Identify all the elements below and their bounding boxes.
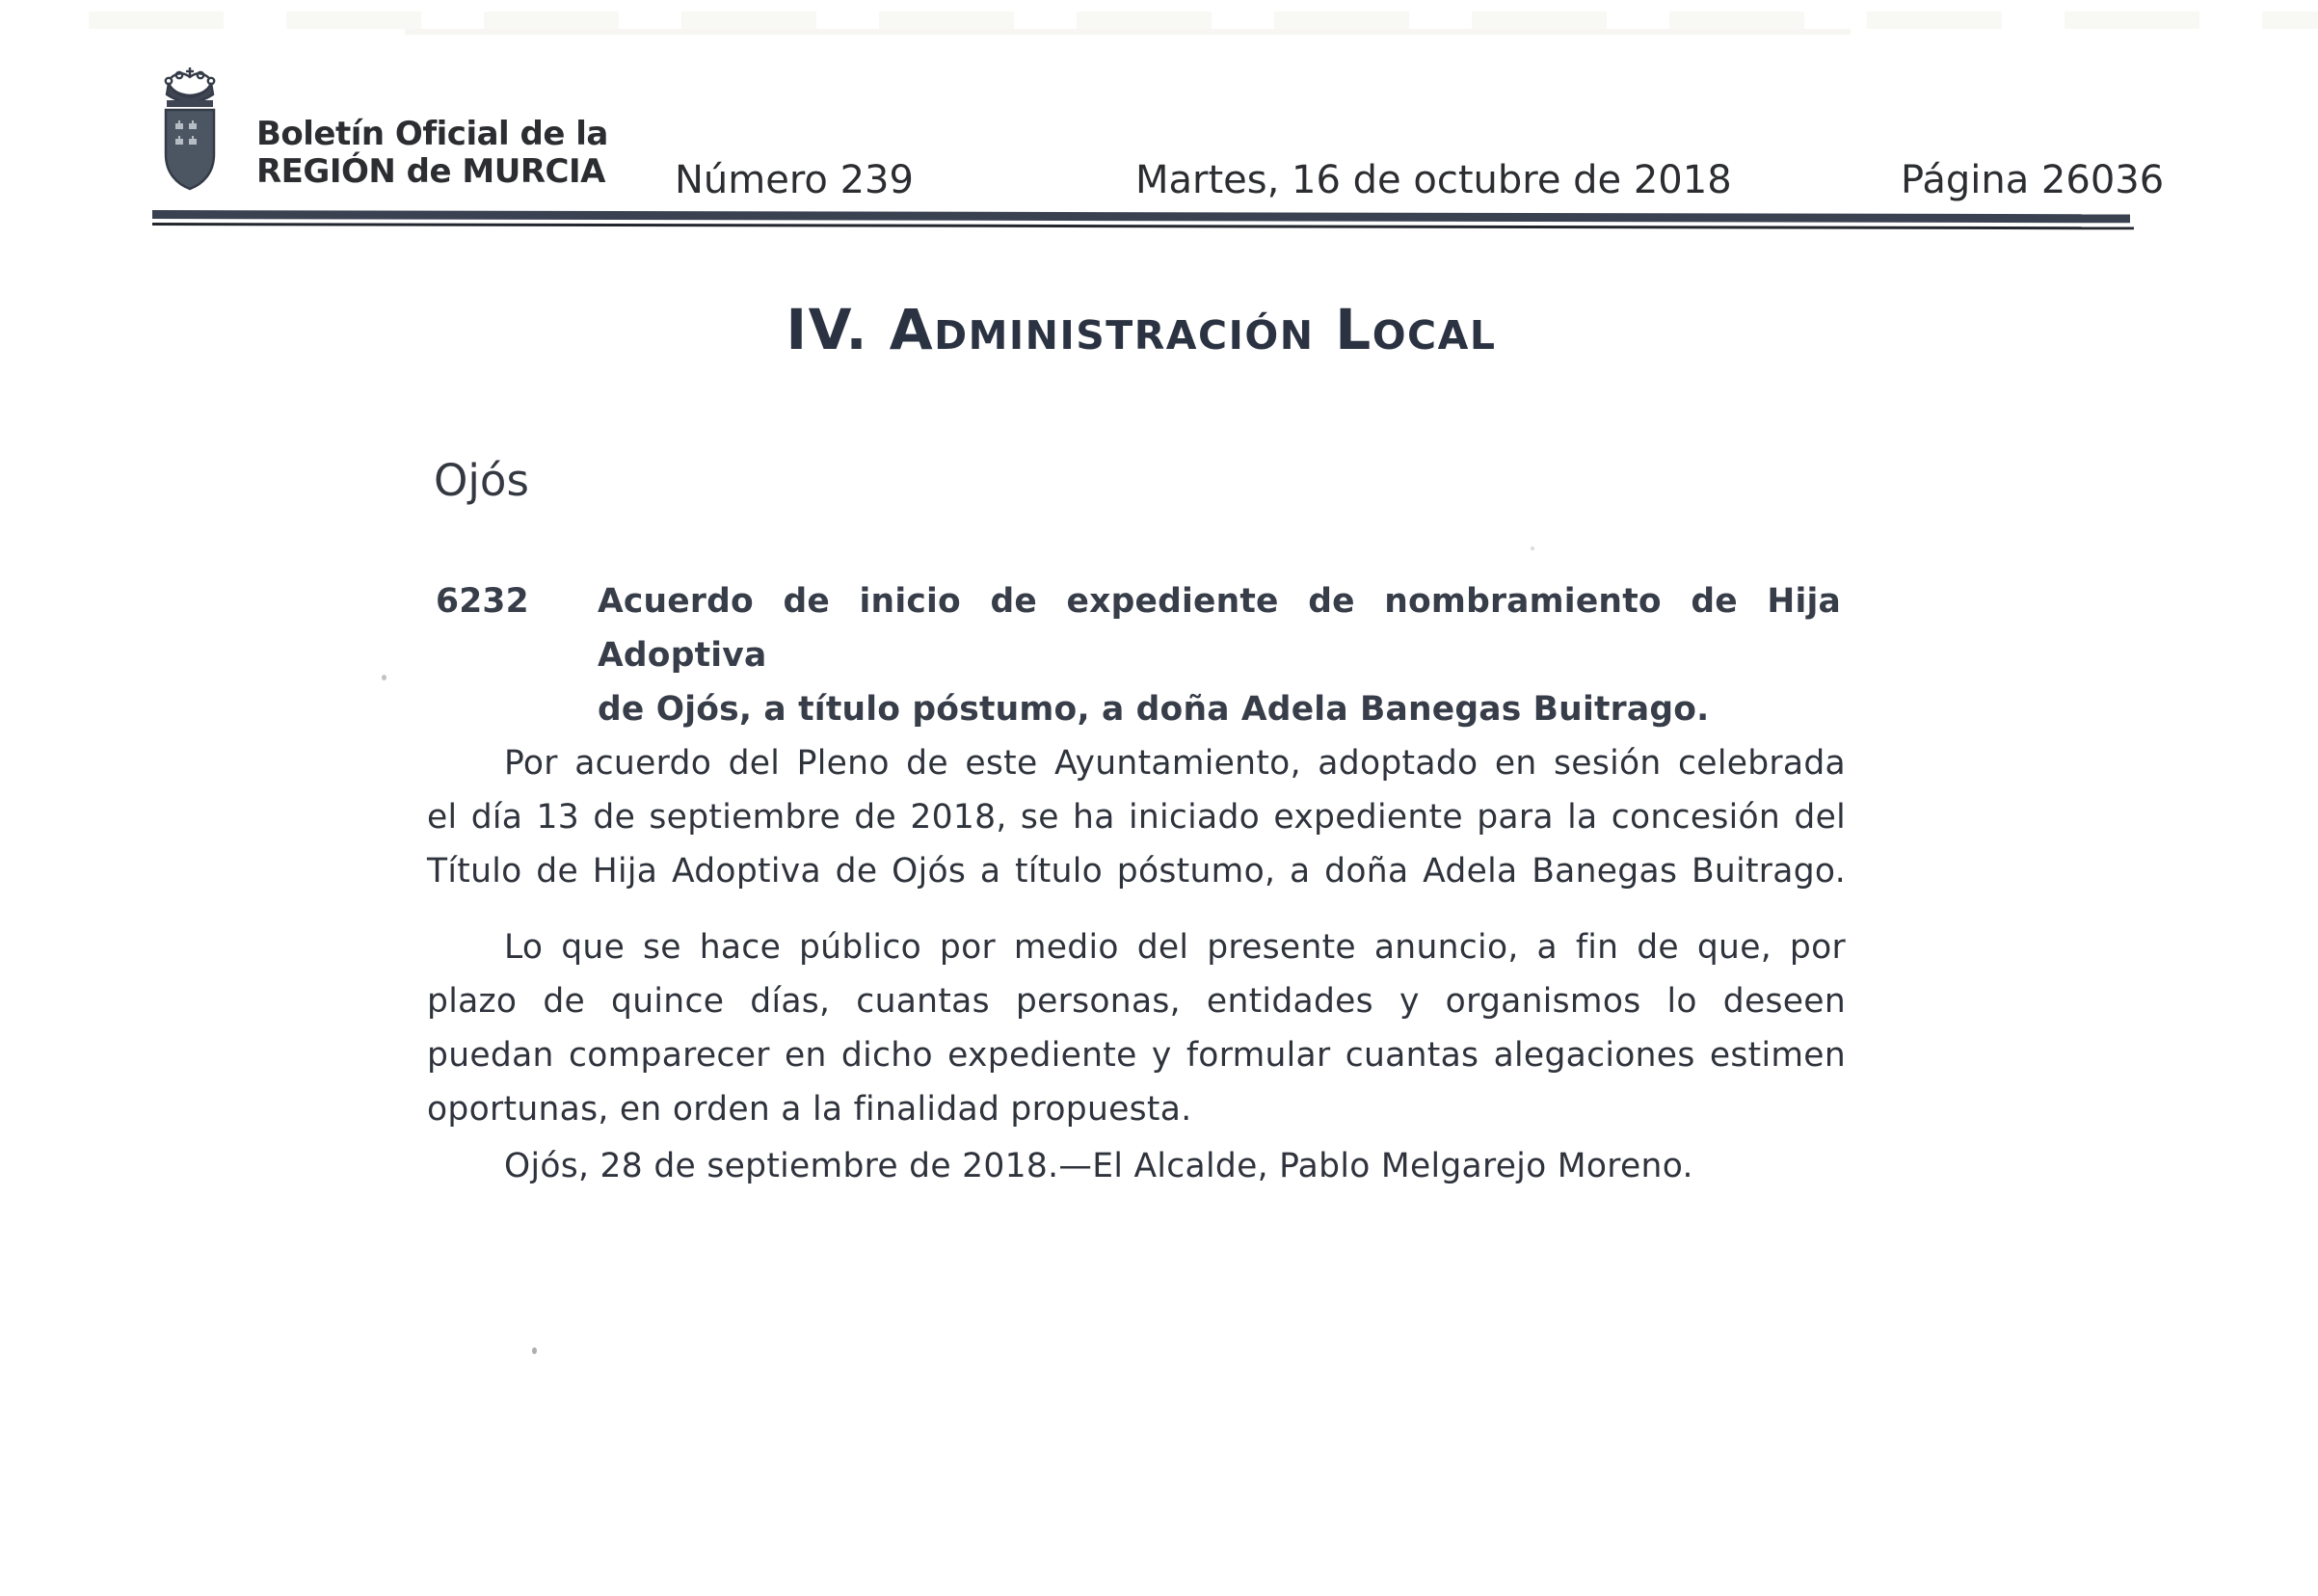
paragraph-line: Por acuerdo del Pleno de este Ayuntamiento, adoptado en sesión celebrada xyxy=(504,744,1846,783)
signature-paragraph xyxy=(427,1139,1846,1193)
scan-artifact-band xyxy=(89,12,2318,29)
entry-title-line: de Ojós, a título póstumo, a doña Adela Banegas Buitrago. xyxy=(598,690,1710,729)
signature-line: Ojós, 28 de septiembre de 2018.—El Alcalde, Pablo Melgarejo Moreno. xyxy=(504,1147,1693,1185)
scan-speck xyxy=(382,675,386,680)
paragraph xyxy=(427,736,1846,898)
paragraph-line: plazo de quince días, cuantas personas, entidades y organismos lo deseen xyxy=(427,982,1846,1021)
page-number: Página 26036 xyxy=(1901,158,2165,202)
entry-heading xyxy=(436,574,1846,736)
entry-title-line: Acuerdo de inicio de expediente de nombramiento de Hija Adoptiva xyxy=(598,582,1841,675)
paragraph-line: Lo que se hace público por medio del presente anuncio, a fin de que, por xyxy=(504,928,1846,967)
header-rule-thick xyxy=(152,210,2130,223)
paragraph xyxy=(427,920,1846,1136)
murcia-coat-of-arms-icon xyxy=(159,66,221,193)
scan-artifact-band xyxy=(405,29,1851,35)
issue-number: Número 239 xyxy=(675,158,914,202)
scan-speck xyxy=(532,1347,537,1354)
paragraph-line: Título de Hija Adoptiva de Ojós a título póstumo, a doña Adela Banegas Buitrago. xyxy=(427,852,1846,891)
scan-speck xyxy=(1531,546,1534,550)
brand-line2: REGIÓN de MURCIA xyxy=(256,152,605,191)
header-rule-thin xyxy=(152,223,2134,229)
paragraph-line: oportunas, en orden a la finalidad propuesta. xyxy=(427,1090,1192,1129)
section-title: IV. Administración Local xyxy=(786,297,1497,362)
municipality-heading: Ojós xyxy=(434,455,529,506)
entry-title xyxy=(598,574,1841,736)
header-rules xyxy=(152,210,2134,229)
brand-title xyxy=(256,116,608,191)
entry-number: 6232 xyxy=(436,582,529,621)
issue-date: Martes, 16 de octubre de 2018 xyxy=(1135,158,1732,202)
paragraph-line: el día 13 de septiembre de 2018, se ha iniciado expediente para la concesión del xyxy=(427,798,1846,837)
paragraph-line: puedan comparecer en dicho expediente y formular cuantas alegaciones estimen xyxy=(427,1036,1846,1075)
brand-line1: Boletín Oficial de la xyxy=(256,115,608,153)
